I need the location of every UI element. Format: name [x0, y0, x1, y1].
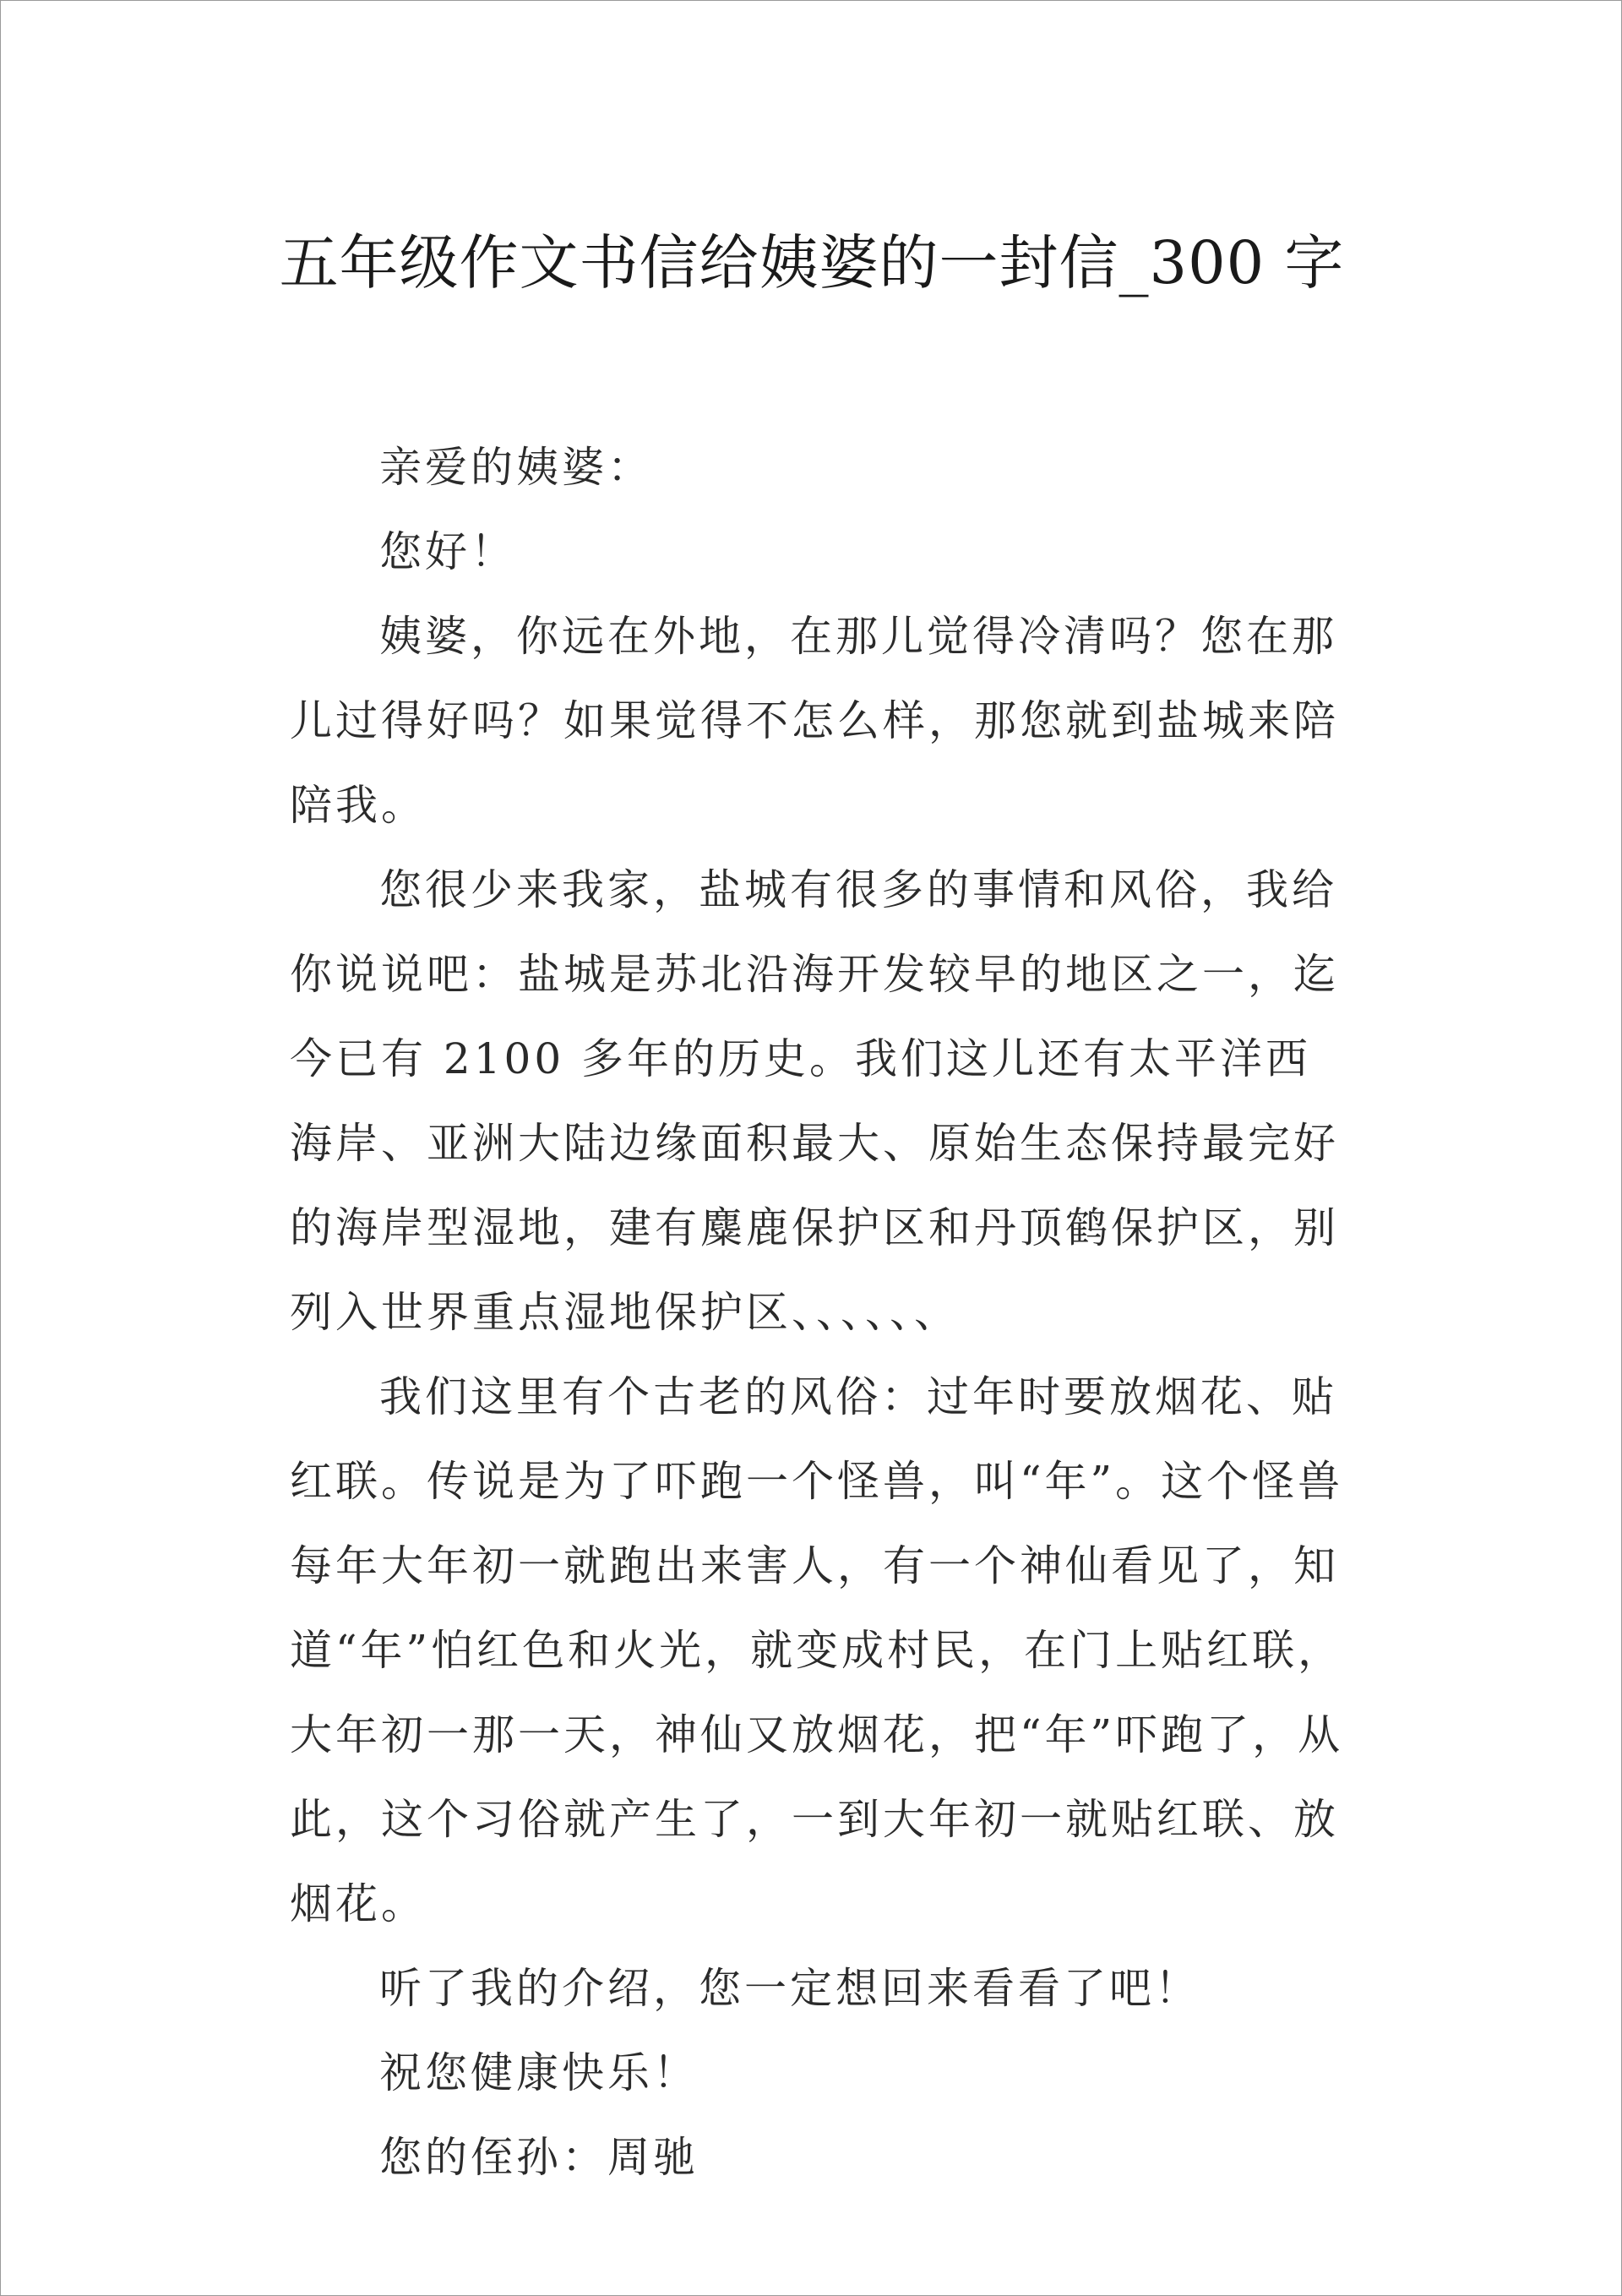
- letter-greeting: 您好！: [379, 527, 516, 576]
- letter-paragraph: 我们这里有个古老的风俗：过年时要放烟花、贴红联。传说是为了吓跑一个怪兽，叫“年”。这个怪兽每年大年初一就跑出来害人，有一个神仙看见了，知道“年”怕红色和火光，就变成村民，在门上贴红联，大年初一那一天，神仙又放烟花，把“年”吓跑了，从此，这个习俗就产生了，一到大年初一就贴红联、放烟花。: [290, 1372, 1344, 1928]
- letter-body: [290, 425, 1354, 2200]
- letter-signature: 您的侄孙：周驰: [379, 2133, 699, 2182]
- document-title: 五年级作文书信给姨婆的一封信_300 字: [279, 228, 1345, 297]
- letter-salutation: 亲爱的姨婆：: [379, 443, 653, 492]
- letter-closing: 祝您健康快乐！: [379, 2048, 699, 2097]
- letter-paragraph: 听了我的介绍，您一定想回来看看了吧！: [379, 1964, 1200, 2013]
- letter-paragraph: 姨婆，你远在外地，在那儿觉得冷清吗？您在那儿过得好吗？如果觉得不怎么样，那您就到盐城来陪陪我。: [290, 612, 1339, 830]
- letter-paragraph: 您很少来我家，盐城有很多的事情和风俗，我给你说说吧：盐城是苏北沿海开发较早的地区之一，迄今已有 2100 多年的历史。我们这儿还有太平洋西海岸、亚洲大陆边缘面积最大、原始生态保持最完好的海岸型湿地，建有麋鹿保护区和丹顶鹤保护区，别列入世界重点湿地保护区、、、、、、: [290, 865, 1339, 1337]
